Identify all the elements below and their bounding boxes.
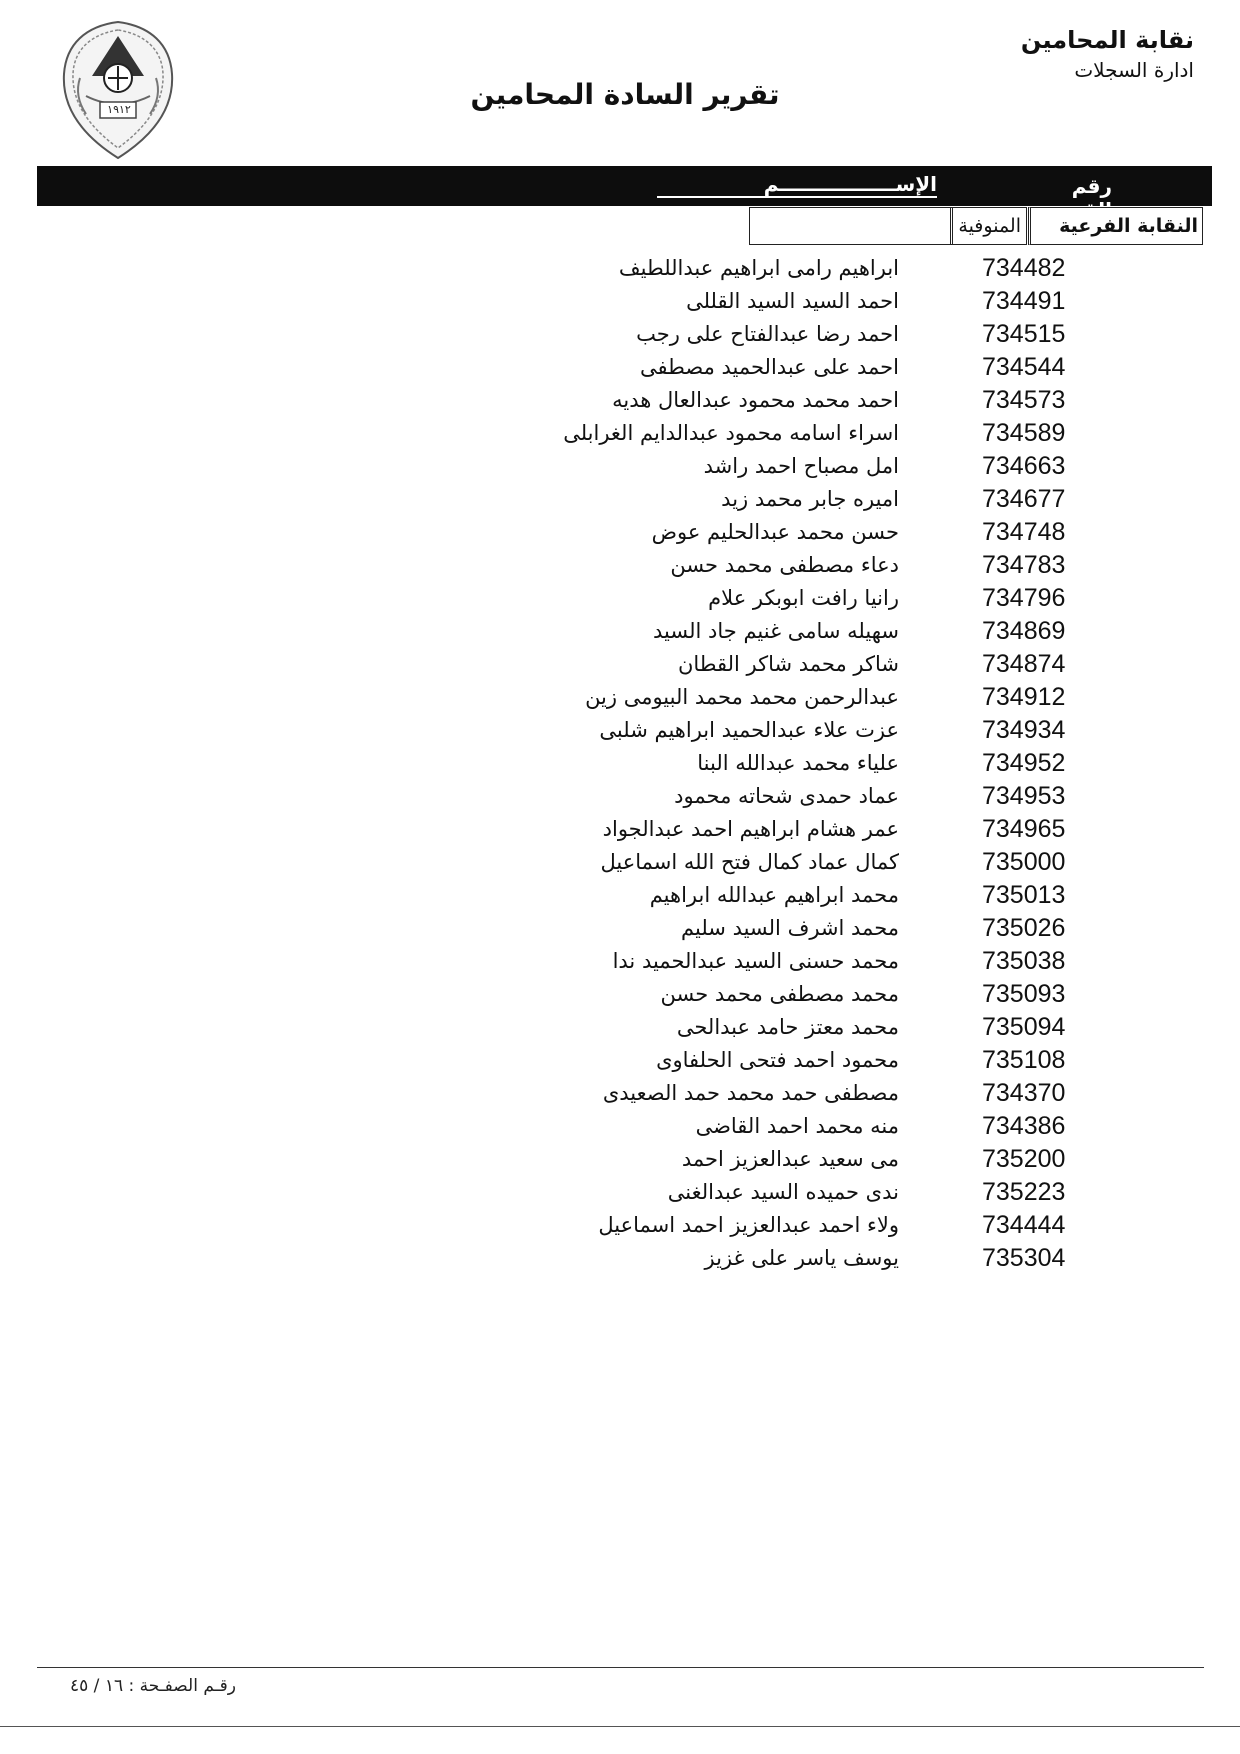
lawyer-name: احمد رضا عبدالفتاح على رجب — [636, 322, 899, 346]
registration-number: 734748 — [982, 518, 1066, 546]
registration-number: 734677 — [982, 485, 1066, 513]
lawyer-name: علياء محمد عبدالله البنا — [697, 751, 899, 775]
branch-value-box — [749, 207, 1027, 245]
lawyer-name: سهيله سامى غنيم جاد السيد — [653, 619, 899, 643]
lawyer-name: رانيا رافت ابوبكر علام — [708, 586, 899, 610]
registration-number: 735026 — [982, 914, 1066, 942]
lawyer-name: يوسف ياسر على غزيز — [704, 1246, 899, 1270]
registration-number: 734482 — [982, 254, 1066, 282]
lawyer-name: مصطفى حمد محمد حمد الصعيدى — [602, 1081, 899, 1105]
registration-number: 735000 — [982, 848, 1066, 876]
column-header-name: الإســـــــــــــــــم — [657, 173, 937, 198]
registration-number: 735038 — [982, 947, 1066, 975]
branch-label: النقابة الفرعية — [1028, 207, 1203, 245]
registration-number: 734491 — [982, 287, 1066, 315]
lawyer-name: امل مصباح احمد راشد — [703, 454, 899, 478]
table-row — [0, 252, 1240, 285]
lawyer-name: كمال عماد كمال فتح الله اسماعيل — [600, 850, 899, 874]
syndicate-logo — [56, 16, 180, 166]
registration-number: 734796 — [982, 584, 1066, 612]
registration-number: 734386 — [982, 1112, 1066, 1140]
table-row — [0, 879, 1240, 912]
registration-number: 734934 — [982, 716, 1066, 744]
column-header-registration-number: رقم القيد — [1063, 174, 1112, 222]
lawyer-name: عزت علاء عبدالحميد ابراهيم شلبى — [599, 718, 899, 742]
registration-number: 735094 — [982, 1013, 1066, 1041]
table-row — [0, 384, 1240, 417]
table-row — [0, 1143, 1240, 1176]
registration-number: 734874 — [982, 650, 1066, 678]
registration-number: 734663 — [982, 452, 1066, 480]
lawyer-name: محمد مصطفى محمد حسن — [660, 982, 899, 1006]
lawyer-name: محمد ابراهيم عبدالله ابراهيم — [649, 883, 899, 907]
lawyer-name: حسن محمد عبدالحليم عوض — [651, 520, 899, 544]
lawyer-name: احمد على عبدالحميد مصطفى — [640, 355, 899, 379]
table-row — [0, 1110, 1240, 1143]
table-row — [0, 483, 1240, 516]
table-row — [0, 945, 1240, 978]
lawyer-name: ولاء احمد عبدالعزيز احمد اسماعيل — [598, 1213, 899, 1237]
department-name: ادارة السجلات — [1074, 58, 1194, 82]
lawyer-name: مى سعيد عبدالعزيز احمد — [681, 1147, 899, 1171]
registration-number: 734444 — [982, 1211, 1066, 1239]
registration-number: 735304 — [982, 1244, 1066, 1272]
table-row — [0, 813, 1240, 846]
registration-number: 734869 — [982, 617, 1066, 645]
lawyer-name: منه محمد احمد القاضى — [695, 1114, 899, 1138]
registration-number: 735223 — [982, 1178, 1066, 1206]
branch-value: المنوفية — [950, 208, 1026, 244]
table-row — [0, 1011, 1240, 1044]
lawyer-name: محمد حسنى السيد عبدالحميد ندا — [612, 949, 899, 973]
table-row — [0, 417, 1240, 450]
table-row — [0, 1209, 1240, 1242]
table-row — [0, 516, 1240, 549]
registration-number: 734952 — [982, 749, 1066, 777]
table-row — [0, 1176, 1240, 1209]
table-row — [0, 549, 1240, 582]
page-number: رقـم الصفـحة : ١٦ / ٤٥ — [70, 1676, 236, 1696]
table-row — [0, 450, 1240, 483]
logo-year: ١٩١٢ — [107, 103, 131, 116]
organization-name: نقابة المحامين — [1020, 26, 1194, 54]
lawyer-name: احمد محمد محمود عبدالعال هديه — [612, 388, 899, 412]
lawyer-name: دعاء مصطفى محمد حسن — [670, 553, 899, 577]
lawyer-name: عماد حمدى شحاته محمود — [674, 784, 899, 808]
table-row — [0, 615, 1240, 648]
organization-header — [1021, 24, 1194, 84]
lawyer-name: احمد السيد السيد القللى — [686, 289, 899, 313]
registration-number: 735200 — [982, 1145, 1066, 1173]
table-row — [0, 780, 1240, 813]
table-row — [0, 285, 1240, 318]
table-row — [0, 681, 1240, 714]
lawyer-name: اسراء اسامه محمود عبدالدايم الغرابلى — [563, 421, 899, 445]
table-row — [0, 1044, 1240, 1077]
lawyers-list — [0, 252, 1240, 1275]
lawyer-name: ابراهيم رامى ابراهيم عبداللطيف — [618, 256, 899, 280]
table-row — [0, 978, 1240, 1011]
table-row — [0, 582, 1240, 615]
lawyer-name: محمد اشرف السيد سليم — [681, 916, 899, 940]
registration-number: 734573 — [982, 386, 1066, 414]
table-row — [0, 351, 1240, 384]
table-row — [0, 747, 1240, 780]
table-row — [0, 912, 1240, 945]
registration-number: 735108 — [982, 1046, 1066, 1074]
registration-number: 734515 — [982, 320, 1066, 348]
table-row — [0, 318, 1240, 351]
table-row — [0, 1077, 1240, 1110]
report-title: تقرير السادة المحامين — [470, 78, 780, 111]
table-row — [0, 714, 1240, 747]
registration-number: 735093 — [982, 980, 1066, 1008]
registration-number: 734783 — [982, 551, 1066, 579]
lawyer-name: عبدالرحمن محمد محمد البيومى زين — [585, 685, 899, 709]
registration-number: 734544 — [982, 353, 1066, 381]
lawyer-name: اميره جابر محمد زيد — [721, 487, 899, 511]
footer-divider — [37, 1667, 1204, 1668]
registration-number: 735013 — [982, 881, 1066, 909]
table-header-bar — [37, 166, 1212, 222]
bottom-divider — [0, 1726, 1240, 1727]
registration-number: 734953 — [982, 782, 1066, 810]
lawyer-name: ندى حميده السيد عبدالغنى — [667, 1180, 899, 1204]
lawyer-name: شاكر محمد شاكر القطان — [677, 652, 899, 676]
table-row — [0, 648, 1240, 681]
registration-number: 734912 — [982, 683, 1066, 711]
registration-number: 734589 — [982, 419, 1066, 447]
lawyer-name: محمد معتز حامد عبدالحى — [676, 1015, 899, 1039]
registration-number: 734965 — [982, 815, 1066, 843]
lawyer-name: محمود احمد فتحى الحلفاوى — [656, 1048, 899, 1072]
lawyer-name: عمر هشام ابراهيم احمد عبدالجواد — [602, 817, 899, 841]
table-row — [0, 846, 1240, 879]
table-row — [0, 1242, 1240, 1275]
registration-number: 734370 — [982, 1079, 1066, 1107]
